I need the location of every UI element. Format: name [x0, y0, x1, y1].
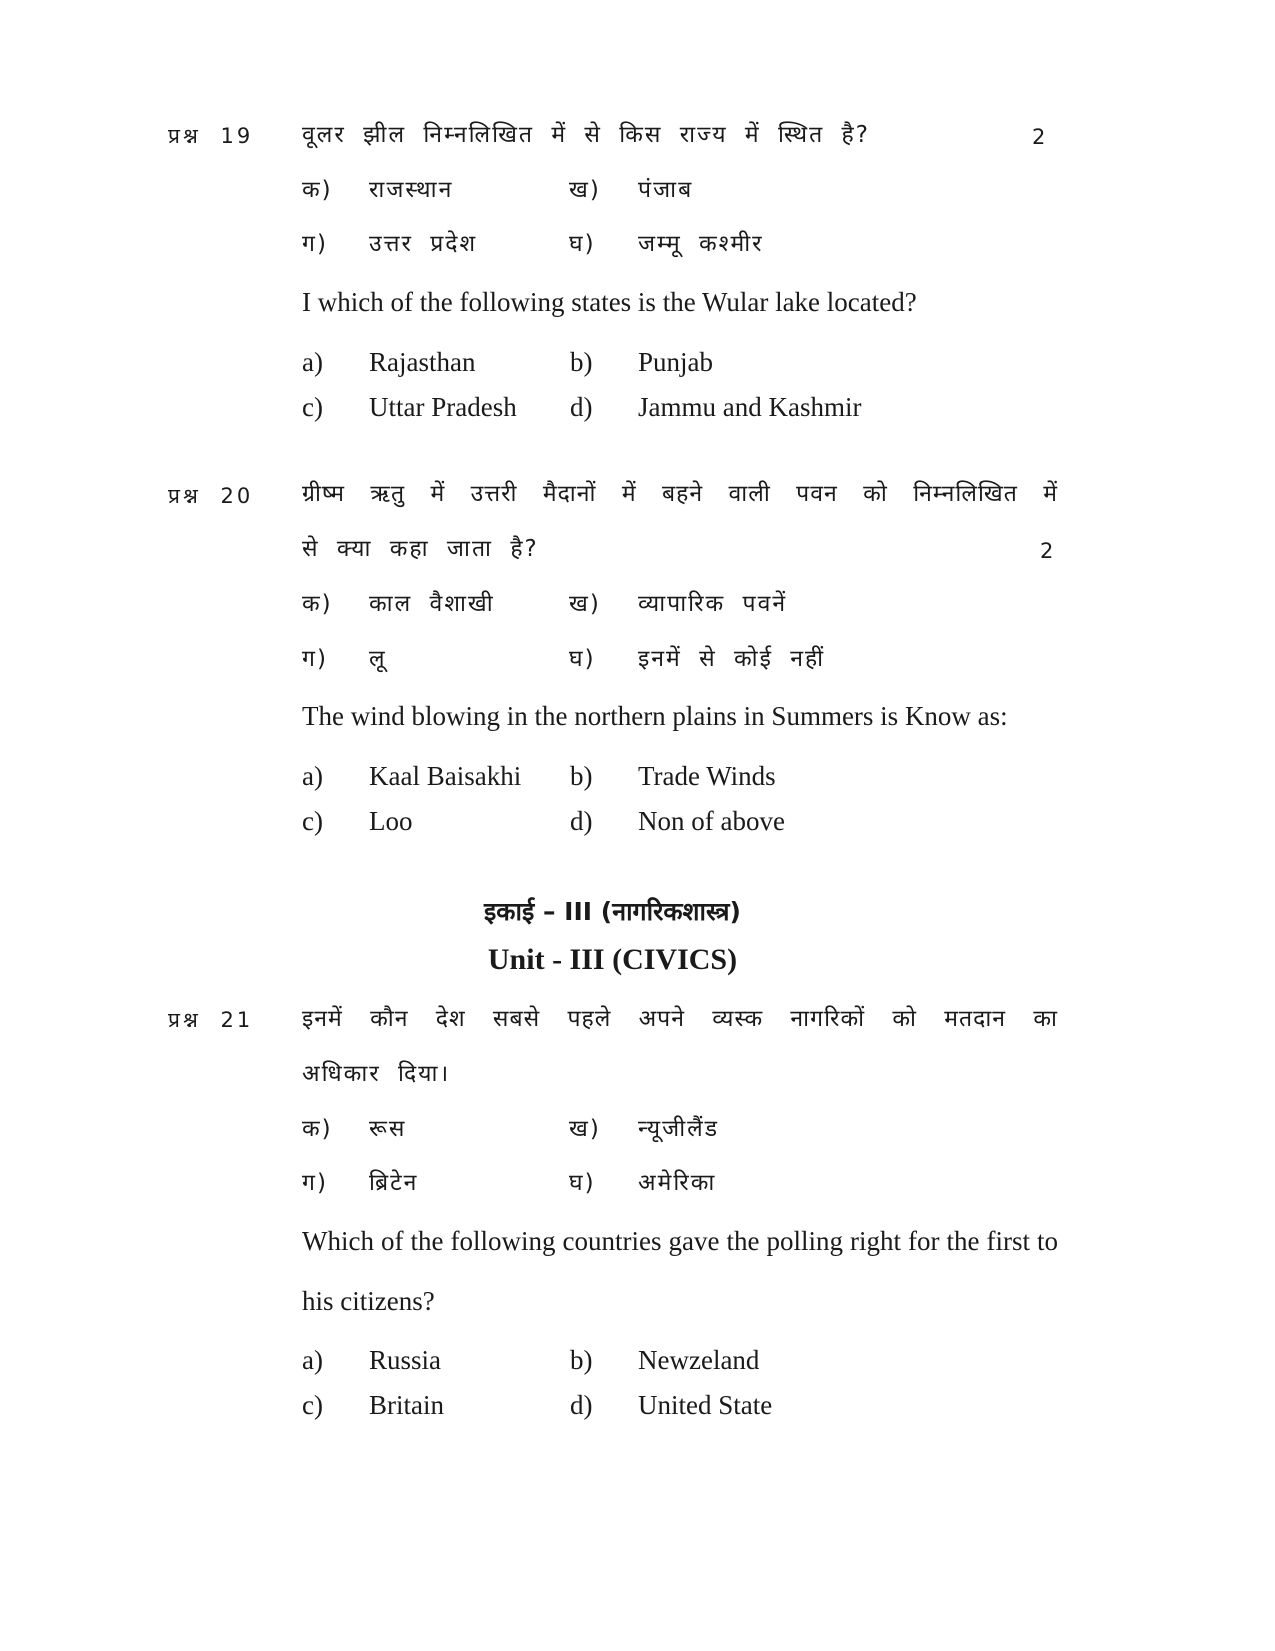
option-label: b): [570, 1345, 593, 1375]
option-text: अमेरिका: [638, 1170, 717, 1196]
option-text: Russia: [369, 1345, 442, 1375]
option-label: ग): [302, 646, 328, 672]
option-label: a): [302, 761, 323, 791]
option-label: c): [302, 806, 323, 836]
option-text: Kaal Baisakhi: [369, 761, 522, 791]
option-label: b): [570, 761, 593, 791]
question-text-hindi: वूलर झील निम्नलिखित में से किस राज्य में स्थित है?: [302, 122, 870, 148]
option-text: Loo: [369, 806, 413, 836]
option-text: Non of above: [638, 806, 785, 836]
question-number: प्रश्न 21: [168, 1008, 254, 1032]
question-text-english: The wind blowing in the northern plains in Summers is Know as:: [302, 701, 1008, 731]
option-label: d): [570, 806, 593, 836]
marks: 2: [1040, 539, 1054, 563]
option-label: c): [302, 392, 323, 422]
unit-heading-english: Unit - III (CIVICS): [487, 943, 738, 976]
question-text-hindi: इनमें कौन देश सबसे पहले अपने व्यस्क नागरिकों को मतदान का: [302, 1006, 1058, 1032]
question-text-hindi: ग्रीष्म ऋतु में उत्तरी मैदानों में बहने वाली पवन को निम्नलिखित में: [302, 481, 1058, 507]
question-text-english: Which of the following countries gave the polling right for the first to: [302, 1226, 1058, 1256]
option-label: क): [302, 591, 333, 617]
option-text: जम्मू कश्मीर: [638, 231, 764, 257]
option-text: इनमें से कोई नहीं: [638, 646, 826, 672]
option-text: Newzeland: [638, 1345, 760, 1375]
option-label: d): [570, 1390, 593, 1420]
option-label: a): [302, 347, 323, 377]
option-text: उत्तर प्रदेश: [369, 231, 478, 257]
option-text: Britain: [369, 1390, 444, 1420]
option-label: c): [302, 1390, 323, 1420]
option-label: ग): [302, 1170, 328, 1196]
option-text: Rajasthan: [369, 347, 476, 377]
question-number: प्रश्न 19: [168, 124, 254, 148]
question-text-english-cont: his citizens?: [302, 1286, 435, 1316]
option-text: Uttar Pradesh: [369, 392, 517, 422]
option-text: पंजाब: [638, 177, 694, 203]
option-text: काल वैशाखी: [369, 591, 495, 617]
option-label: घ): [569, 231, 596, 257]
option-label: ख): [569, 591, 601, 617]
option-text: United State: [638, 1390, 773, 1420]
option-text: न्यूजीलैंड: [638, 1116, 720, 1142]
option-label: क): [302, 177, 333, 203]
question-number: प्रश्न 20: [168, 484, 254, 508]
option-label: घ): [569, 646, 596, 672]
option-label: a): [302, 1345, 323, 1375]
option-text: Trade Winds: [638, 761, 776, 791]
marks: 2: [1032, 125, 1046, 149]
option-text: लू: [369, 646, 387, 672]
option-label: ख): [569, 1116, 601, 1142]
option-text: Jammu and Kashmir: [638, 392, 862, 422]
option-text: Punjab: [638, 347, 714, 377]
question-text-hindi-cont: से क्या कहा जाता है?: [302, 536, 539, 562]
question-text-english: I which of the following states is the Wular lake located?: [302, 287, 917, 317]
option-label: ग): [302, 231, 328, 257]
option-label: b): [570, 347, 593, 377]
option-label: ख): [569, 177, 601, 203]
option-label: क): [302, 1116, 333, 1142]
option-text: रूस: [369, 1116, 407, 1142]
option-label: घ): [569, 1170, 596, 1196]
question-text-hindi-cont: अधिकार दिया।: [302, 1061, 451, 1087]
option-label: d): [570, 392, 593, 422]
option-text: व्यापारिक पवनें: [638, 591, 788, 617]
option-text: राजस्थान: [369, 177, 454, 203]
unit-heading-hindi: इकाई – III (नागरिकशास्त्र): [484, 897, 741, 926]
option-text: ब्रिटेन: [369, 1170, 419, 1196]
